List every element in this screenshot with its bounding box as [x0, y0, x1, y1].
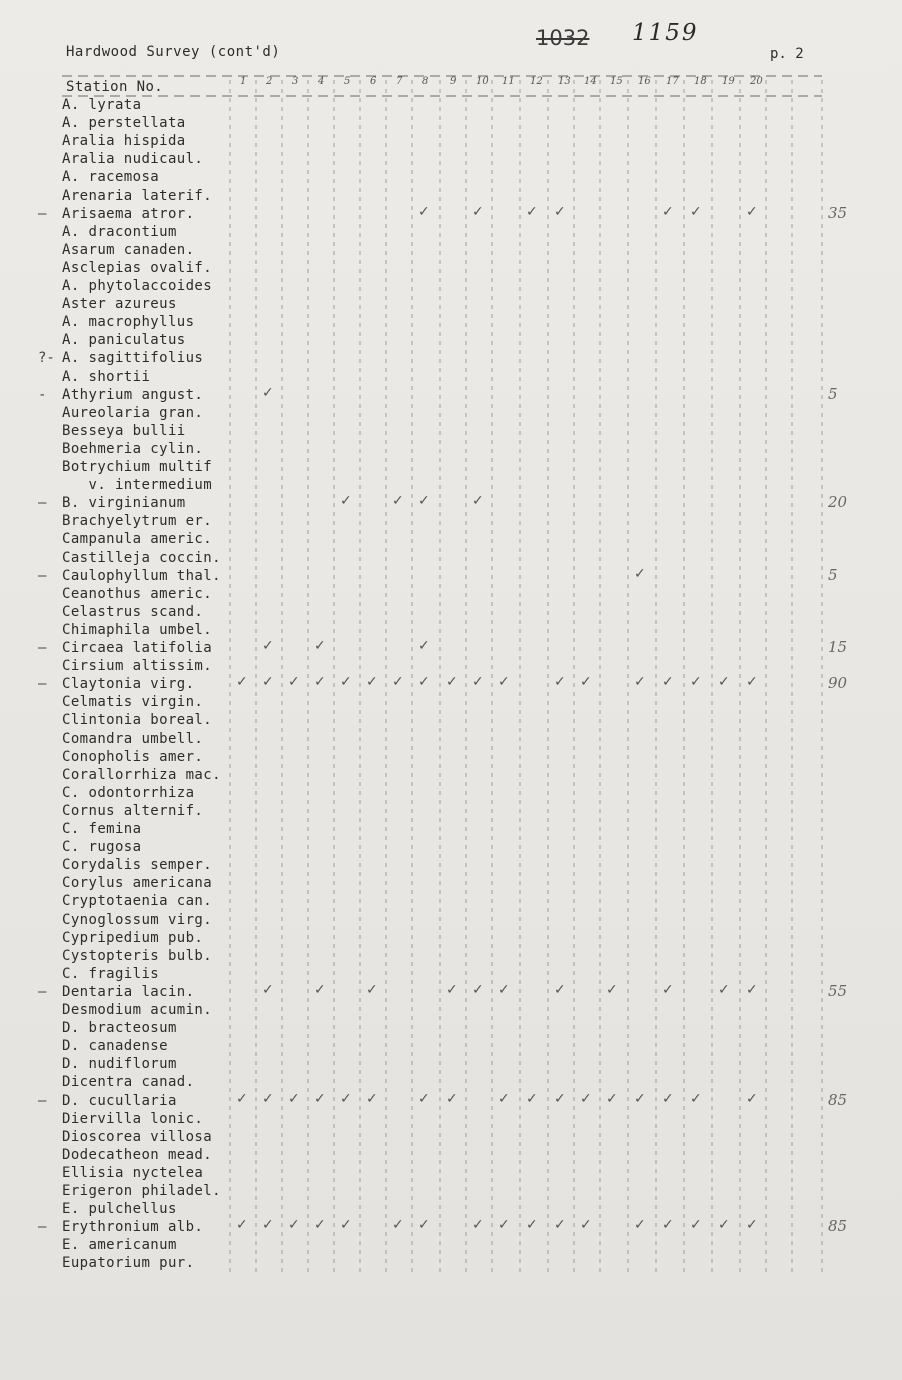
species-row — [0, 331, 902, 349]
species-name: Diervilla lonic. — [62, 1110, 204, 1127]
station-number: 18 — [694, 76, 707, 87]
species-row — [0, 675, 902, 693]
species-name: A. racemosa — [62, 169, 160, 186]
station-number: 14 — [584, 76, 597, 87]
species-name: Conopholis amer. — [62, 748, 204, 765]
check-mark: ✓ — [288, 1217, 300, 1234]
species-name: Campanula americ. — [62, 531, 213, 548]
species-row — [0, 295, 902, 313]
species-name: Dioscorea villosa — [62, 1128, 213, 1145]
species-row — [0, 892, 902, 910]
check-mark: ✓ — [314, 1090, 326, 1107]
species-name: A. lyrata — [62, 97, 142, 113]
station-number: 2 — [266, 76, 273, 87]
species-row — [0, 512, 902, 530]
species-row — [0, 114, 902, 132]
check-mark: ✓ — [314, 674, 326, 691]
species-name: Aster azureus — [62, 296, 177, 313]
check-mark: ✓ — [366, 674, 378, 691]
species-row — [0, 168, 902, 186]
check-mark: ✓ — [580, 1090, 592, 1107]
check-mark: ✓ — [262, 638, 274, 654]
check-mark: ✓ — [634, 1217, 646, 1234]
species-row — [0, 422, 902, 440]
species-row — [0, 1146, 902, 1164]
check-mark: ✓ — [392, 493, 404, 510]
species-row — [0, 585, 902, 603]
species-name: Corydalis semper. — [62, 857, 213, 874]
species-row — [0, 1092, 902, 1110]
check-mark: ✓ — [746, 203, 758, 220]
species-row — [0, 259, 902, 277]
row-mark: — — [38, 567, 47, 584]
species-row — [0, 150, 902, 168]
species-name: Asclepias ovalif. — [62, 259, 213, 276]
check-mark: ✓ — [392, 1217, 404, 1234]
species-name: A. phytolaccoides — [62, 278, 213, 294]
check-mark: ✓ — [634, 674, 646, 691]
species-name: Celastrus scand. — [62, 603, 204, 620]
species-name: A. paniculatus — [62, 332, 186, 349]
species-row — [0, 766, 902, 784]
species-row — [0, 223, 902, 241]
species-name: Ellisia nyctelea — [62, 1164, 204, 1181]
station-number: 3 — [292, 76, 299, 87]
station-number: 1 — [240, 76, 247, 87]
species-name: Dodecatheon mead. — [62, 1146, 213, 1163]
check-mark: ✓ — [472, 674, 484, 691]
check-mark: ✓ — [314, 1217, 326, 1234]
species-row — [0, 1236, 902, 1254]
check-mark: ✓ — [498, 981, 510, 998]
species-row — [0, 820, 902, 838]
check-mark: ✓ — [262, 384, 274, 401]
check-mark: ✓ — [498, 1090, 510, 1107]
species-name: Claytonia virg. — [62, 676, 195, 693]
species-name: A. perstellata — [62, 115, 186, 132]
station-number: 16 — [638, 76, 651, 87]
struck-page-number: 1032 — [536, 26, 590, 50]
species-name: v. intermedium — [62, 477, 213, 494]
species-row — [0, 1037, 902, 1055]
species-name: Corylus americana — [62, 875, 213, 892]
species-row — [0, 132, 902, 150]
check-mark: ✓ — [634, 1090, 646, 1107]
species-name: Caulophyllum thal. — [62, 567, 221, 584]
check-mark: ✓ — [418, 493, 430, 510]
species-name: Arenaria laterif. — [62, 187, 213, 204]
check-mark: ✓ — [236, 1090, 248, 1107]
station-number: 17 — [666, 76, 679, 87]
check-mark: ✓ — [340, 493, 352, 510]
species-row — [0, 1055, 902, 1073]
species-name: Corallorrhiza mac. — [62, 766, 221, 783]
species-row — [0, 440, 902, 458]
species-row — [0, 838, 902, 856]
species-row — [0, 1110, 902, 1128]
species-row — [0, 368, 902, 386]
check-mark: ✓ — [472, 981, 484, 998]
station-header-label: Station No. — [66, 79, 164, 95]
check-mark: ✓ — [340, 1090, 352, 1107]
station-number: 7 — [396, 76, 403, 87]
station-number: 5 — [344, 76, 351, 87]
species-name: E. pulchellus — [62, 1201, 177, 1218]
station-number: 12 — [530, 76, 543, 87]
row-total: 5 — [828, 565, 838, 584]
check-mark: ✓ — [446, 981, 458, 998]
species-row — [0, 241, 902, 259]
species-row — [0, 874, 902, 892]
check-mark: ✓ — [662, 1090, 674, 1107]
check-mark: ✓ — [580, 1217, 592, 1234]
species-row — [0, 802, 902, 820]
species-row — [0, 730, 902, 748]
species-row — [0, 1218, 902, 1236]
page-number: p. 2 — [770, 46, 804, 62]
check-mark: ✓ — [662, 674, 674, 691]
station-number: 10 — [476, 76, 489, 87]
species-name: A. sagittifolius — [62, 350, 204, 367]
check-mark: ✓ — [526, 1217, 538, 1234]
species-row — [0, 748, 902, 766]
row-mark: — — [38, 495, 47, 512]
species-name: Asarum canaden. — [62, 241, 195, 258]
check-mark: ✓ — [262, 1217, 274, 1234]
species-row — [0, 711, 902, 729]
check-mark: ✓ — [554, 1090, 566, 1107]
species-row — [0, 1019, 902, 1037]
check-mark: ✓ — [746, 674, 758, 691]
species-row — [0, 784, 902, 802]
species-name: E. americanum — [62, 1237, 177, 1254]
row-total: 35 — [828, 203, 848, 222]
row-total: 20 — [828, 493, 848, 512]
species-name: Clintonia boreal. — [62, 712, 213, 729]
species-name: Dentaria lacin. — [62, 983, 195, 1000]
species-name: Erythronium alb. — [62, 1219, 204, 1236]
check-mark: ✓ — [236, 674, 248, 691]
row-mark: — — [38, 1092, 47, 1109]
row-mark: — — [38, 1219, 47, 1236]
species-name: D. canadense — [62, 1038, 168, 1055]
check-mark: ✓ — [662, 1217, 674, 1234]
check-mark: ✓ — [690, 1217, 702, 1234]
species-name: Besseya bullii — [62, 422, 186, 439]
check-mark: ✓ — [718, 674, 730, 691]
species-row — [0, 639, 902, 657]
check-mark: ✓ — [662, 981, 674, 998]
species-row — [0, 603, 902, 621]
species-name: D. nudiflorum — [62, 1056, 177, 1073]
species-name: A. dracontium — [62, 223, 177, 240]
species-name: Boehmeria cylin. — [62, 440, 204, 457]
species-row — [0, 404, 902, 422]
check-mark: ✓ — [526, 1090, 538, 1107]
species-name: Comandra umbell. — [62, 730, 204, 747]
species-row — [0, 911, 902, 929]
species-row — [0, 205, 902, 223]
species-name: C. femina — [62, 821, 142, 837]
check-mark: ✓ — [314, 981, 326, 998]
check-mark: ✓ — [314, 638, 326, 654]
species-row — [0, 1164, 902, 1182]
species-name: Aralia hispida — [62, 133, 186, 150]
species-name: A. shortii — [62, 368, 151, 385]
check-mark: ✓ — [554, 203, 566, 220]
species-name: Cornus alternif. — [62, 802, 204, 819]
check-mark: ✓ — [690, 1090, 702, 1107]
row-mark: — — [38, 205, 47, 222]
species-row — [0, 187, 902, 205]
check-mark: ✓ — [392, 674, 404, 691]
check-mark: ✓ — [418, 1090, 430, 1107]
check-mark: ✓ — [446, 1090, 458, 1107]
check-mark: ✓ — [526, 203, 538, 220]
row-mark: — — [38, 640, 47, 656]
row-total: 85 — [828, 1217, 848, 1236]
check-mark: ✓ — [472, 203, 484, 220]
row-mark: ?- — [38, 350, 55, 367]
species-row — [0, 929, 902, 947]
check-mark: ✓ — [262, 674, 274, 691]
check-mark: ✓ — [340, 1217, 352, 1234]
species-name: D. cucullaria — [62, 1092, 177, 1109]
species-name: C. odontorrhiza — [62, 784, 195, 801]
check-mark: ✓ — [418, 638, 430, 654]
station-number: 8 — [422, 76, 429, 87]
check-mark: ✓ — [498, 1217, 510, 1234]
check-mark: ✓ — [340, 674, 352, 691]
check-mark: ✓ — [554, 674, 566, 691]
check-mark: ✓ — [446, 674, 458, 691]
row-mark: - — [38, 386, 47, 403]
check-mark: ✓ — [662, 203, 674, 220]
species-name: Botrychium multif — [62, 459, 213, 475]
species-row — [0, 1254, 902, 1272]
station-number: 15 — [610, 76, 623, 87]
check-mark: ✓ — [262, 1090, 274, 1107]
row-mark: — — [38, 983, 47, 1000]
species-name: Celmatis virgin. — [62, 694, 204, 711]
check-mark: ✓ — [472, 493, 484, 510]
page-title: Hardwood Survey (cont'd) — [66, 44, 281, 60]
species-row — [0, 476, 902, 494]
species-name: Circaea latifolia — [62, 640, 213, 656]
species-name: Athyrium angust. — [62, 386, 204, 403]
species-name: B. virginianum — [62, 495, 186, 512]
species-row — [0, 277, 902, 295]
station-number: 13 — [558, 76, 571, 87]
species-name: Erigeron philadel. — [62, 1183, 221, 1199]
species-name: Brachyelytrum er. — [62, 513, 213, 530]
species-name: Dicentra canad. — [62, 1074, 195, 1091]
check-mark: ✓ — [472, 1217, 484, 1234]
check-mark: ✓ — [262, 981, 274, 998]
check-mark: ✓ — [288, 674, 300, 691]
species-row — [0, 96, 902, 114]
species-row — [0, 530, 902, 548]
row-total: 55 — [828, 981, 848, 1000]
check-mark: ✓ — [236, 1217, 248, 1234]
check-mark: ✓ — [366, 1090, 378, 1107]
check-mark: ✓ — [634, 565, 646, 582]
species-row — [0, 313, 902, 331]
check-mark: ✓ — [418, 1217, 430, 1234]
species-row — [0, 1200, 902, 1218]
species-name: Cynoglossum virg. — [62, 911, 213, 928]
species-row — [0, 983, 902, 1001]
check-mark: ✓ — [718, 1217, 730, 1234]
check-mark: ✓ — [746, 1217, 758, 1234]
species-name: Castilleja coccin. — [62, 549, 221, 566]
species-name: Cryptotaenia can. — [62, 893, 213, 910]
station-number: 6 — [370, 76, 377, 87]
check-mark: ✓ — [580, 674, 592, 691]
species-row — [0, 567, 902, 585]
species-name: Aureolaria gran. — [62, 404, 204, 421]
species-row — [0, 458, 902, 476]
species-name: Chimaphila umbel. — [62, 621, 213, 638]
species-row — [0, 349, 902, 367]
check-mark: ✓ — [288, 1090, 300, 1107]
row-total: 85 — [828, 1090, 848, 1109]
species-name: A. macrophyllus — [62, 314, 195, 331]
station-number: 11 — [502, 76, 515, 87]
species-name: Cirsium altissim. — [62, 658, 213, 675]
species-name: Aralia nudicaul. — [62, 151, 204, 168]
station-number: 9 — [450, 76, 457, 87]
species-name: Arisaema atror. — [62, 205, 195, 222]
check-mark: ✓ — [746, 1090, 758, 1107]
species-row — [0, 693, 902, 711]
species-row — [0, 856, 902, 874]
species-name: Cypripedium pub. — [62, 929, 204, 946]
check-mark: ✓ — [554, 1217, 566, 1234]
check-mark: ✓ — [554, 981, 566, 998]
station-number: 20 — [750, 76, 763, 87]
species-name: Ceanothus americ. — [62, 585, 213, 602]
check-mark: ✓ — [718, 981, 730, 998]
species-row — [0, 386, 902, 404]
species-row — [0, 1001, 902, 1019]
species-name: C. fragilis — [62, 965, 160, 982]
check-mark: ✓ — [606, 981, 618, 998]
check-mark: ✓ — [418, 674, 430, 691]
handwritten-page-number: 1159 — [632, 20, 699, 46]
species-row — [0, 621, 902, 639]
species-name: D. bracteosum — [62, 1020, 177, 1037]
row-mark: — — [38, 676, 47, 693]
species-name: Desmodium acumin. — [62, 1002, 213, 1018]
species-row — [0, 494, 902, 512]
check-mark: ✓ — [690, 203, 702, 220]
species-row — [0, 947, 902, 965]
row-total: 90 — [828, 674, 848, 693]
check-mark: ✓ — [606, 1090, 618, 1107]
species-name: Eupatorium pur. — [62, 1255, 195, 1272]
row-total: 15 — [828, 638, 848, 656]
species-row — [0, 549, 902, 567]
station-number: 4 — [318, 76, 325, 87]
check-mark: ✓ — [690, 674, 702, 691]
species-row — [0, 1182, 902, 1200]
check-mark: ✓ — [418, 203, 430, 220]
check-mark: ✓ — [746, 981, 758, 998]
species-row — [0, 1128, 902, 1146]
check-mark: ✓ — [498, 674, 510, 691]
species-name: Cystopteris bulb. — [62, 947, 213, 964]
station-number: 19 — [722, 76, 735, 87]
row-total: 5 — [828, 384, 838, 403]
species-name: C. rugosa — [62, 839, 142, 856]
check-mark: ✓ — [366, 981, 378, 998]
